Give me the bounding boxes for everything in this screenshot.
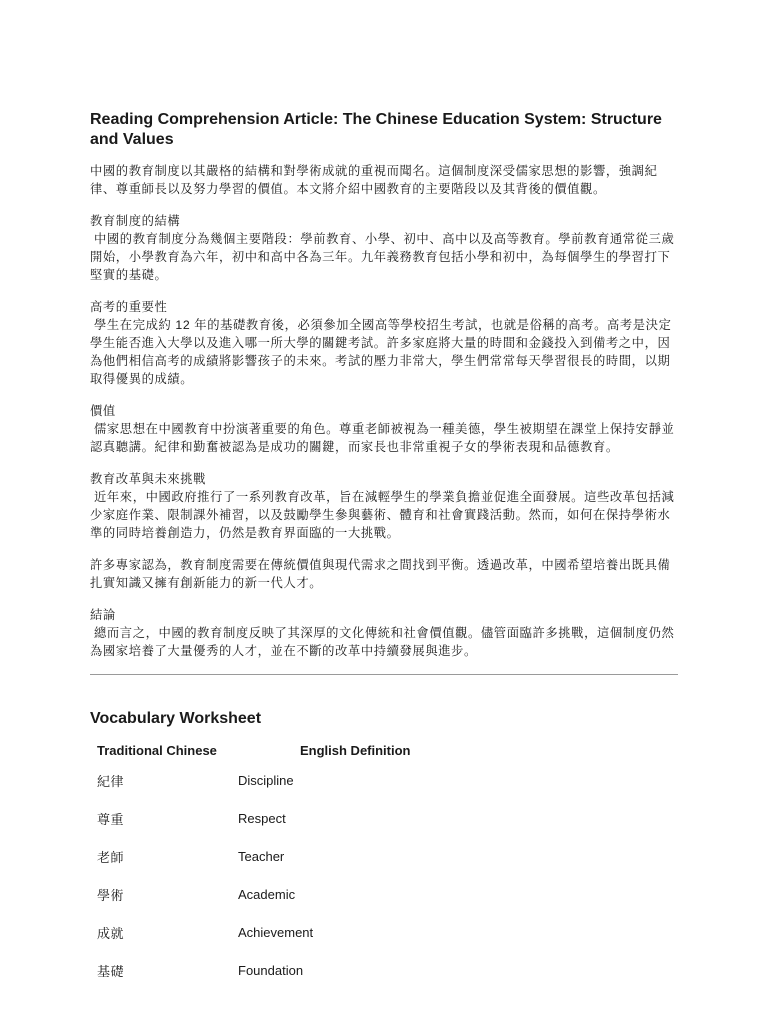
section-body: 近年來，中國政府推行了一系列教育改革，旨在減輕學生的學業負擔並促進全面發展。這些改革包括減少家庭作業、限制課外補習，以及鼓勵學生參與藝術、體育和社會實踐活動。然而，如何在保持學術水準的同時培養創造力，仍然是教育界面臨的一大挑戰。	[90, 490, 675, 540]
vocabulary-table	[90, 739, 680, 989]
english-definition: Teacher	[238, 848, 285, 864]
vocabulary-row	[90, 875, 680, 913]
english-definition: Respect	[238, 810, 286, 826]
header-english-definition: English Definition	[300, 742, 411, 758]
header-traditional-chinese: Traditional Chinese	[97, 742, 217, 758]
article-section	[90, 298, 680, 388]
article-section	[90, 402, 680, 456]
chinese-term: 學術	[97, 887, 125, 903]
chinese-term: 成就	[97, 925, 125, 941]
article-section	[90, 470, 680, 542]
article-section	[90, 212, 680, 284]
vocabulary-row	[90, 761, 680, 799]
chinese-term: 老師	[97, 849, 125, 865]
section-heading: 結論	[90, 608, 116, 622]
document-page	[90, 110, 680, 989]
vocabulary-title: Vocabulary Worksheet	[90, 710, 262, 727]
section-heading: 教育改革與未來挑戰	[90, 472, 207, 486]
horizontal-divider	[90, 674, 678, 675]
english-definition: Achievement	[238, 924, 314, 940]
section-extra-paragraph: 許多專家認為，教育制度需要在傳統價值與現代需求之間找到平衡。透過改革，中國希望培養出既具備扎實知識又擁有創新能力的新一代人才。	[90, 558, 671, 590]
section-body: 儒家思想在中國教育中扮演著重要的角色。尊重老師被視為一種美德，學生被期望在課堂上保持安靜並認真聽講。紀律和勤奮被認為是成功的關鍵，而家長也非常重視子女的學術表現和品德教育。	[90, 422, 675, 454]
article-section	[90, 606, 680, 660]
section-heading: 教育制度的結構	[90, 214, 181, 228]
english-definition: Foundation	[238, 962, 304, 978]
english-definition: Discipline	[238, 772, 294, 788]
vocabulary-row	[90, 799, 680, 837]
chinese-term: 尊重	[97, 811, 125, 827]
chinese-term: 紀律	[97, 773, 125, 789]
section-body: 中國的教育制度分為幾個主要階段：學前教育、小學、初中、高中以及高等教育。學前教育通常從三歲開始，小學教育為六年，初中和高中各為三年。九年義務教育包括小學和初中，為每個學生的學習打下堅實的基礎。	[90, 232, 675, 282]
vocabulary-header-row	[90, 739, 680, 761]
section-heading: 價值	[90, 404, 116, 418]
chinese-term: 基礎	[97, 963, 125, 979]
vocabulary-row	[90, 951, 680, 989]
english-definition: Academic	[238, 886, 296, 902]
vocabulary-row	[90, 913, 680, 951]
vocabulary-row	[90, 837, 680, 875]
section-body: 總而言之，中國的教育制度反映了其深厚的文化傳統和社會價值觀。儘管面臨許多挑戰，這個制度仍然為國家培養了大量優秀的人才，並在不斷的改革中持續發展與進步。	[90, 626, 675, 658]
article-title: Reading Comprehension Article: The Chinese Education System: Structure and Values	[90, 111, 662, 148]
article-intro: 中國的教育制度以其嚴格的結構和對學術成就的重視而聞名。這個制度深受儒家思想的影響，強調紀律、尊重師長以及努力學習的價值。本文將介紹中國教育的主要階段以及其背後的價值觀。	[90, 164, 658, 196]
section-heading: 高考的重要性	[90, 300, 168, 314]
section-body: 學生在完成約 12 年的基礎教育後，必須參加全國高等學校招生考試，也就是俗稱的高考。高考是決定學生能否進入大學以及進入哪一所大學的關鍵考試。許多家庭將大量的時間和金錢投入到備考之中，因為他們相信高考的成績將影響孩子的未來。考試的壓力非常大，學生們常常每天學習很長的時間，以期取得優異的成績。	[90, 318, 672, 386]
